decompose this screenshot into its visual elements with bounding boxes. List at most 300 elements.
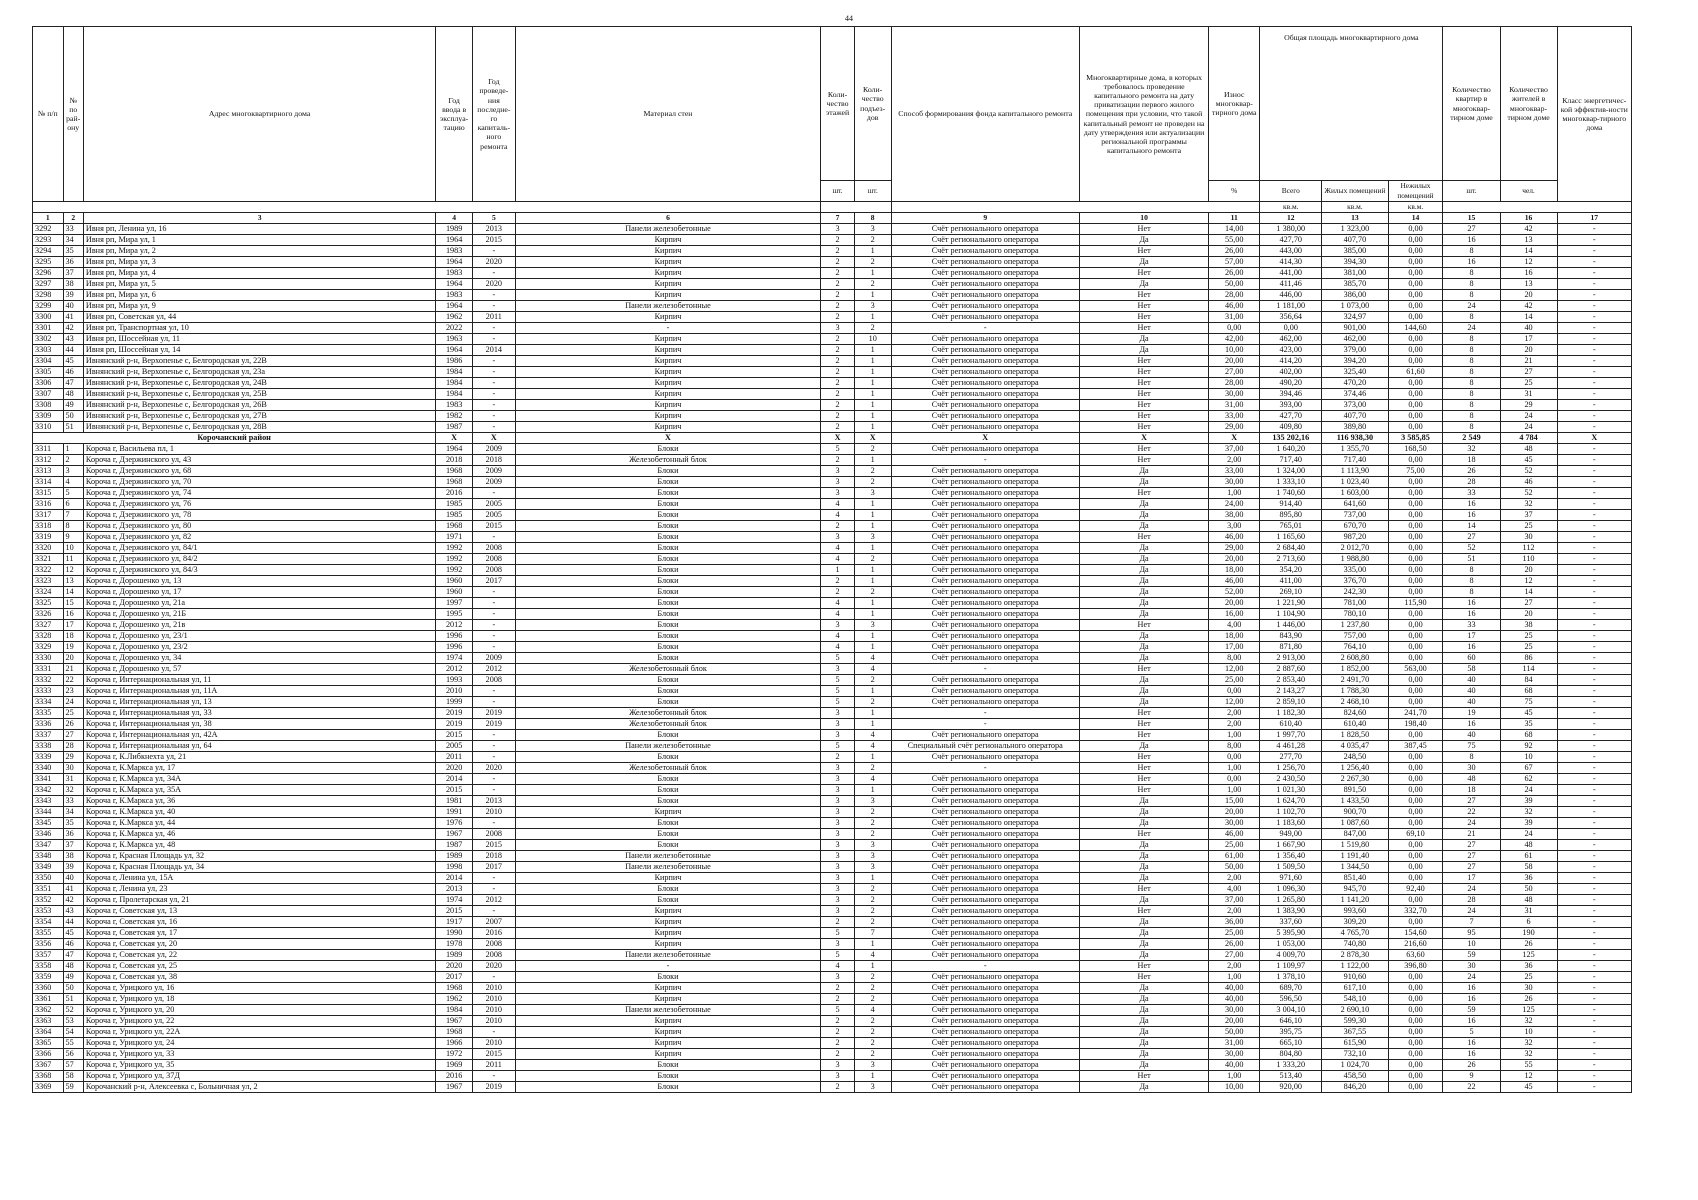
last-repair-year-cell: 2020 <box>472 257 515 268</box>
area-residential-cell: 1 087,60 <box>1322 818 1388 829</box>
district-number-cell: 3 <box>63 466 83 477</box>
floors-cell: 3 <box>821 818 855 829</box>
last-repair-year-cell: - <box>472 1071 515 1082</box>
residents-cell: 35 <box>1500 719 1557 730</box>
entrances-cell: 1 <box>854 521 891 532</box>
year-built-cell: 1992 <box>436 565 473 576</box>
fund-method-cell: Счёт регионального оператора <box>891 796 1079 807</box>
area-residential-cell: 987,20 <box>1322 532 1388 543</box>
residents-cell: 38 <box>1500 620 1557 631</box>
floors-cell: 5 <box>821 950 855 961</box>
row-number-cell: 3311 <box>33 444 64 455</box>
address-cell: Короча г, Урицкого ул, 35 <box>83 1060 435 1071</box>
residents-cell: 190 <box>1500 928 1557 939</box>
district-number-cell: 46 <box>63 939 83 950</box>
apartments-cell: 16 <box>1443 994 1500 1005</box>
wear-cell: 61,00 <box>1209 851 1260 862</box>
address-cell: Ивня рп, Транспортная ул, 10 <box>83 323 435 334</box>
area-total-cell: 402,00 <box>1260 367 1322 378</box>
year-built-cell: 1992 <box>436 543 473 554</box>
floors-cell: 5 <box>821 653 855 664</box>
energy-class-cell: - <box>1557 565 1631 576</box>
entrances-cell: 1 <box>854 345 891 356</box>
district-number-cell: 41 <box>63 884 83 895</box>
row-number-cell: 3359 <box>33 972 64 983</box>
table-row <box>33 444 1632 455</box>
repair-required-cell: Да <box>1079 741 1208 752</box>
last-repair-year-cell: - <box>472 367 515 378</box>
repair-required-cell: Да <box>1079 895 1208 906</box>
district-number-cell: 37 <box>63 268 83 279</box>
wear-cell: 28,00 <box>1209 378 1260 389</box>
address-cell: Короча г, К.Маркса ул, 46 <box>83 829 435 840</box>
column-number: 13 <box>1322 213 1388 224</box>
table-row <box>33 411 1632 422</box>
residents-cell: 36 <box>1500 961 1557 972</box>
wall-material-cell: Железобетонный блок <box>515 763 821 774</box>
district-number-cell: 50 <box>63 983 83 994</box>
area-total-cell: 337,60 <box>1260 917 1322 928</box>
apartments-cell: 27 <box>1443 224 1500 235</box>
area-nonresidential-cell: 0,00 <box>1388 257 1443 268</box>
area-residential-cell: 248,50 <box>1322 752 1388 763</box>
address-cell: Короча г, Дорошенко ул, 21Б <box>83 609 435 620</box>
apartments-cell: 27 <box>1443 796 1500 807</box>
area-nonresidential-cell: 115,90 <box>1388 598 1443 609</box>
area-residential-cell: 1 323,00 <box>1322 224 1388 235</box>
wall-material-cell: Кирпич <box>515 279 821 290</box>
year-built-cell: 1995 <box>436 609 473 620</box>
wear-cell: 30,00 <box>1209 477 1260 488</box>
row-number-cell: 3364 <box>33 1027 64 1038</box>
area-nonresidential-cell: 0,00 <box>1388 411 1443 422</box>
apartments-cell: 16 <box>1443 510 1500 521</box>
table-row <box>33 389 1632 400</box>
area-nonresidential-cell: 0,00 <box>1388 763 1443 774</box>
energy-class-cell: - <box>1557 928 1631 939</box>
wall-material-cell: Блоки <box>515 631 821 642</box>
area-residential-cell: 993,60 <box>1322 906 1388 917</box>
year-built-cell: 1960 <box>436 587 473 598</box>
row-number-cell: 3330 <box>33 653 64 664</box>
area-total-cell: 665,10 <box>1260 1038 1322 1049</box>
floors-cell: 3 <box>821 1060 855 1071</box>
year-built-cell: 2016 <box>436 1071 473 1082</box>
area-total-cell: 1 181,00 <box>1260 301 1322 312</box>
area-nonresidential-cell: 0,00 <box>1388 840 1443 851</box>
area-total-cell: 356,64 <box>1260 312 1322 323</box>
district-summary-cell: 116 938,30 <box>1322 433 1388 444</box>
entrances-cell: 2 <box>854 587 891 598</box>
wall-material-cell: Блоки <box>515 444 821 455</box>
fund-method-cell: Счёт регионального оператора <box>891 1071 1079 1082</box>
table-row <box>33 719 1632 730</box>
area-residential-cell: 1 237,80 <box>1322 620 1388 631</box>
area-residential-cell: 2 267,30 <box>1322 774 1388 785</box>
floors-cell: 3 <box>821 906 855 917</box>
address-cell: Короча г, Советская ул, 20 <box>83 939 435 950</box>
year-built-cell: 1962 <box>436 994 473 1005</box>
area-total-cell: 949,00 <box>1260 829 1322 840</box>
floors-cell: 4 <box>821 631 855 642</box>
energy-class-cell: - <box>1557 653 1631 664</box>
table-row <box>33 378 1632 389</box>
row-number-cell: 3334 <box>33 697 64 708</box>
year-built-cell: 1969 <box>436 1060 473 1071</box>
row-number-cell: 3335 <box>33 708 64 719</box>
apartments-cell: 27 <box>1443 840 1500 851</box>
apartments-cell: 26 <box>1443 1060 1500 1071</box>
entrances-cell: 3 <box>854 301 891 312</box>
column-number: 8 <box>854 213 891 224</box>
repair-required-cell: Нет <box>1079 323 1208 334</box>
area-total-cell: 804,80 <box>1260 1049 1322 1060</box>
last-repair-year-cell: - <box>472 1027 515 1038</box>
wear-cell: 18,00 <box>1209 631 1260 642</box>
year-built-cell: 1984 <box>436 378 473 389</box>
area-residential-cell: 1 988,80 <box>1322 554 1388 565</box>
floors-cell: 5 <box>821 675 855 686</box>
column-number: 2 <box>63 213 83 224</box>
wall-material-cell: Блоки <box>515 829 821 840</box>
energy-class-cell: - <box>1557 279 1631 290</box>
address-cell: Короча г, К.Маркса ул, 44 <box>83 818 435 829</box>
floors-cell: 2 <box>821 279 855 290</box>
row-number-cell: 3305 <box>33 367 64 378</box>
residents-cell: 10 <box>1500 752 1557 763</box>
entrances-cell: 3 <box>854 488 891 499</box>
row-number-cell: 3309 <box>33 411 64 422</box>
residents-cell: 20 <box>1500 609 1557 620</box>
area-nonresidential-cell: 0,00 <box>1388 345 1443 356</box>
repair-required-cell: Нет <box>1079 906 1208 917</box>
apartments-cell: 24 <box>1443 906 1500 917</box>
floors-cell: 3 <box>821 785 855 796</box>
fund-method-cell: Счёт регионального оператора <box>891 510 1079 521</box>
wall-material-cell: Кирпич <box>515 873 821 884</box>
energy-class-cell: - <box>1557 400 1631 411</box>
header-district-number: № по рай-ону <box>63 27 83 202</box>
wear-cell: 20,00 <box>1209 1016 1260 1027</box>
repair-required-cell: Да <box>1079 466 1208 477</box>
residents-cell: 42 <box>1500 301 1557 312</box>
repair-required-cell: Да <box>1079 543 1208 554</box>
district-number-cell: 43 <box>63 906 83 917</box>
energy-class-cell: - <box>1557 257 1631 268</box>
wall-material-cell: Блоки <box>515 686 821 697</box>
fund-method-cell: Счёт регионального оператора <box>891 279 1079 290</box>
last-repair-year-cell: 2013 <box>472 796 515 807</box>
last-repair-year-cell: - <box>472 400 515 411</box>
address-cell: Ивнянский р-н, Верхопенье с, Белгородская ул, 28В <box>83 422 435 433</box>
wall-material-cell: Блоки <box>515 796 821 807</box>
entrances-cell: 1 <box>854 873 891 884</box>
fund-method-cell: Счёт регионального оператора <box>891 1082 1079 1093</box>
floors-cell: 2 <box>821 917 855 928</box>
last-repair-year-cell: 2011 <box>472 1060 515 1071</box>
area-nonresidential-cell: 0,00 <box>1388 389 1443 400</box>
district-number-cell: 51 <box>63 994 83 1005</box>
repair-required-cell: Да <box>1079 257 1208 268</box>
area-total-cell: 1 102,70 <box>1260 807 1322 818</box>
year-built-cell: 1974 <box>436 653 473 664</box>
repair-required-cell: Да <box>1079 1027 1208 1038</box>
energy-class-cell: - <box>1557 873 1631 884</box>
table-row <box>33 312 1632 323</box>
unit-floors: шт. <box>821 181 855 202</box>
area-total-cell: 1 509,50 <box>1260 862 1322 873</box>
apartments-cell: 52 <box>1443 543 1500 554</box>
floors-cell: 3 <box>821 1071 855 1082</box>
district-summary-row <box>33 433 1632 444</box>
wear-cell: 26,00 <box>1209 939 1260 950</box>
residents-cell: 48 <box>1500 840 1557 851</box>
floors-cell: 5 <box>821 686 855 697</box>
energy-class-cell: - <box>1557 1005 1631 1016</box>
year-built-cell: 1983 <box>436 246 473 257</box>
fund-method-cell: Счёт регионального оператора <box>891 477 1079 488</box>
repair-required-cell: Да <box>1079 1016 1208 1027</box>
area-total-cell: 462,00 <box>1260 334 1322 345</box>
energy-class-cell: - <box>1557 598 1631 609</box>
table-row <box>33 301 1632 312</box>
year-built-cell: 1990 <box>436 928 473 939</box>
entrances-cell: 1 <box>854 939 891 950</box>
unit-apartments: шт. <box>1443 181 1500 202</box>
repair-required-cell: Да <box>1079 939 1208 950</box>
fund-method-cell: Счёт регионального оператора <box>891 840 1079 851</box>
row-number-cell: 3302 <box>33 334 64 345</box>
entrances-cell: 2 <box>854 675 891 686</box>
residents-cell: 12 <box>1500 576 1557 587</box>
area-total-cell: 411,00 <box>1260 576 1322 587</box>
wall-material-cell: Блоки <box>515 1071 821 1082</box>
register-table <box>32 26 1632 1093</box>
wall-material-cell: Кирпич <box>515 334 821 345</box>
table-row <box>33 565 1632 576</box>
area-total-cell: 610,40 <box>1260 719 1322 730</box>
row-number-cell: 3345 <box>33 818 64 829</box>
last-repair-year-cell: 2019 <box>472 1082 515 1093</box>
wear-cell: 1,00 <box>1209 730 1260 741</box>
wear-cell: 30,00 <box>1209 818 1260 829</box>
repair-required-cell: Да <box>1079 499 1208 510</box>
residents-cell: 27 <box>1500 367 1557 378</box>
table-row <box>33 290 1632 301</box>
table-row <box>33 455 1632 466</box>
entrances-cell: 2 <box>854 983 891 994</box>
row-number-cell: 3360 <box>33 983 64 994</box>
repair-required-cell: Да <box>1079 950 1208 961</box>
address-cell: Ивня рп, Шоссейная ул, 11 <box>83 334 435 345</box>
wall-material-cell: Блоки <box>515 840 821 851</box>
area-nonresidential-cell: 0,00 <box>1388 1071 1443 1082</box>
residents-cell: 26 <box>1500 939 1557 950</box>
floors-cell: 3 <box>821 796 855 807</box>
apartments-cell: 16 <box>1443 598 1500 609</box>
fund-method-cell: - <box>891 323 1079 334</box>
wear-cell: 18,00 <box>1209 565 1260 576</box>
year-built-cell: 2018 <box>436 455 473 466</box>
year-built-cell: 1963 <box>436 334 473 345</box>
repair-required-cell: Да <box>1079 510 1208 521</box>
residents-cell: 110 <box>1500 554 1557 565</box>
address-cell: Короча г, Советская ул, 13 <box>83 906 435 917</box>
wear-cell: 25,00 <box>1209 675 1260 686</box>
wall-material-cell: Железобетонный блок <box>515 455 821 466</box>
floors-cell: 3 <box>821 884 855 895</box>
last-repair-year-cell: 2005 <box>472 499 515 510</box>
table-row <box>33 323 1632 334</box>
district-number-cell: 39 <box>63 290 83 301</box>
last-repair-year-cell: 2017 <box>472 576 515 587</box>
energy-class-cell: - <box>1557 939 1631 950</box>
row-number-cell: 3367 <box>33 1060 64 1071</box>
residents-cell: 46 <box>1500 477 1557 488</box>
address-cell: Ивнянский р-н, Верхопенье с, Белгородская ул, 22В <box>83 356 435 367</box>
wear-cell: 15,00 <box>1209 796 1260 807</box>
table-row <box>33 895 1632 906</box>
fund-method-cell: Счёт регионального оператора <box>891 411 1079 422</box>
energy-class-cell: - <box>1557 455 1631 466</box>
wall-material-cell: Блоки <box>515 730 821 741</box>
address-cell: Короча г, Интернациональная ул, 11А <box>83 686 435 697</box>
district-number-cell: 49 <box>63 400 83 411</box>
entrances-cell: 2 <box>854 1016 891 1027</box>
address-cell: Короча г, Дзержинского ул, 78 <box>83 510 435 521</box>
repair-required-cell: Нет <box>1079 367 1208 378</box>
column-number: 12 <box>1260 213 1322 224</box>
fund-method-cell: Счёт регионального оператора <box>891 576 1079 587</box>
table-row <box>33 499 1632 510</box>
residents-cell: 27 <box>1500 598 1557 609</box>
row-number-cell: 3314 <box>33 477 64 488</box>
area-residential-cell: 717,40 <box>1322 455 1388 466</box>
area-residential-cell: 764,10 <box>1322 642 1388 653</box>
district-summary-cell: X <box>1209 433 1260 444</box>
register-body <box>33 224 1632 1093</box>
table-row <box>33 620 1632 631</box>
district-summary-cell: 135 202,16 <box>1260 433 1322 444</box>
district-number-cell: 18 <box>63 631 83 642</box>
area-residential-cell: 1 828,50 <box>1322 730 1388 741</box>
repair-required-cell: Да <box>1079 642 1208 653</box>
fund-method-cell: - <box>891 961 1079 972</box>
area-nonresidential-cell: 168,50 <box>1388 444 1443 455</box>
district-number-cell: 23 <box>63 686 83 697</box>
fund-method-cell: Счёт регионального оператора <box>891 785 1079 796</box>
district-number-cell: 43 <box>63 334 83 345</box>
last-repair-year-cell: - <box>472 631 515 642</box>
year-built-cell: 1960 <box>436 576 473 587</box>
area-nonresidential-cell: 0,00 <box>1388 653 1443 664</box>
year-built-cell: 2011 <box>436 752 473 763</box>
table-row <box>33 774 1632 785</box>
floors-cell: 2 <box>821 301 855 312</box>
last-repair-year-cell: 2019 <box>472 708 515 719</box>
row-number-cell: 3322 <box>33 565 64 576</box>
wall-material-cell: Кирпич <box>515 235 821 246</box>
table-row <box>33 367 1632 378</box>
area-total-cell: 1 624,70 <box>1260 796 1322 807</box>
area-total-cell: 1 053,00 <box>1260 939 1322 950</box>
district-number-cell: 38 <box>63 279 83 290</box>
area-residential-cell: 309,20 <box>1322 917 1388 928</box>
district-number-cell: 35 <box>63 818 83 829</box>
wall-material-cell: Блоки <box>515 576 821 587</box>
wall-material-cell: Кирпич <box>515 312 821 323</box>
residents-cell: 14 <box>1500 246 1557 257</box>
year-built-cell: 1968 <box>436 1027 473 1038</box>
area-total-cell: 1 183,60 <box>1260 818 1322 829</box>
energy-class-cell: - <box>1557 1016 1631 1027</box>
last-repair-year-cell: 2017 <box>472 862 515 873</box>
repair-required-cell: Нет <box>1079 1071 1208 1082</box>
wall-material-cell: Кирпич <box>515 378 821 389</box>
wall-material-cell: Блоки <box>515 884 821 895</box>
wear-cell: 10,00 <box>1209 345 1260 356</box>
apartments-cell: 51 <box>1443 554 1500 565</box>
residents-cell: 26 <box>1500 994 1557 1005</box>
entrances-cell: 4 <box>854 774 891 785</box>
header-floors: Коли-чество этажей <box>821 27 855 181</box>
last-repair-year-cell: - <box>472 378 515 389</box>
wear-cell: 0,00 <box>1209 774 1260 785</box>
floors-cell: 5 <box>821 1005 855 1016</box>
row-number-cell: 3304 <box>33 356 64 367</box>
area-residential-cell: 780,10 <box>1322 609 1388 620</box>
area-total-cell: 1 165,60 <box>1260 532 1322 543</box>
fund-method-cell: Счёт регионального оператора <box>891 642 1079 653</box>
wear-cell: 26,00 <box>1209 268 1260 279</box>
residents-cell: 24 <box>1500 422 1557 433</box>
area-total-cell: 5 395,90 <box>1260 928 1322 939</box>
wall-material-cell: Блоки <box>515 785 821 796</box>
apartments-cell: 28 <box>1443 895 1500 906</box>
district-number-cell: 32 <box>63 785 83 796</box>
area-residential-cell: 641,60 <box>1322 499 1388 510</box>
fund-method-cell: Счёт регионального оператора <box>891 1005 1079 1016</box>
area-nonresidential-cell: 0,00 <box>1388 290 1443 301</box>
row-number-cell: 3298 <box>33 290 64 301</box>
entrances-cell: 1 <box>854 1071 891 1082</box>
entrances-cell: 2 <box>854 1049 891 1060</box>
entrances-cell: 1 <box>854 290 891 301</box>
entrances-cell: 2 <box>854 994 891 1005</box>
table-row <box>33 587 1632 598</box>
area-residential-cell: 737,00 <box>1322 510 1388 521</box>
table-row <box>33 730 1632 741</box>
last-repair-year-cell: 2009 <box>472 466 515 477</box>
last-repair-year-cell: 2014 <box>472 345 515 356</box>
energy-class-cell: - <box>1557 345 1631 356</box>
last-repair-year-cell: 2019 <box>472 719 515 730</box>
area-residential-cell: 367,55 <box>1322 1027 1388 1038</box>
area-residential-cell: 900,70 <box>1322 807 1388 818</box>
year-built-cell: 2020 <box>436 961 473 972</box>
year-built-cell: 1999 <box>436 697 473 708</box>
floors-cell: 4 <box>821 642 855 653</box>
residents-cell: 20 <box>1500 565 1557 576</box>
year-built-cell: 1968 <box>436 466 473 477</box>
fund-method-cell: Счёт регионального оператора <box>891 367 1079 378</box>
area-total-cell: 1 096,30 <box>1260 884 1322 895</box>
wear-cell: 33,00 <box>1209 411 1260 422</box>
residents-cell: 32 <box>1500 499 1557 510</box>
residents-cell: 21 <box>1500 356 1557 367</box>
fund-method-cell: Счёт регионального оператора <box>891 675 1079 686</box>
district-number-cell: 19 <box>63 642 83 653</box>
